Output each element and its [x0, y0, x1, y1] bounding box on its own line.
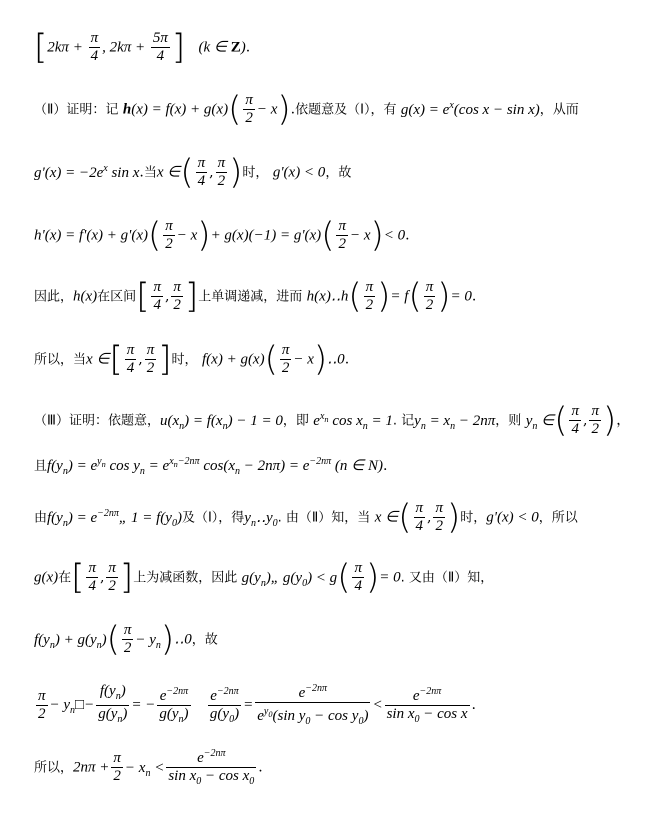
- line-part3-intro: （Ⅲ）证明：依题意，$u(x_n) = f(x_n) - 1 = 0$，即 $e^{x_n}$ $\cos x_n = 1$. 记$y_n = x_n - 2n\pi$，则 $y_n$ ∈( $\frac{\pi}{4}$ , $\frac{\pi}{2}$ )，: [34, 400, 631, 441]
- line-part2-intro: （Ⅱ）证明：记 h(x) = f(x) + g(x)( $\frac{\pi}{2}$ − x).依题意及（Ⅰ），有 $g(x) = e^x(\cos$ x − sin x)，从而: [34, 89, 579, 130]
- line-g-decreasing: g(x)在[ $\frac{\pi}{4}$ , $\frac{\pi}{2}$ ]上为减函数，因此 $g(y_n)„$ $g(y_0) < g$( $\frac{\pi}{4}$ )= 0. 又由（Ⅱ）知，: [34, 557, 494, 598]
- line-conclusion2: 所以，当x ∈[ $\frac{\pi}{4}$ , $\frac{\pi}{2}$ ]时， f(x) + g(x)( $\frac{\pi}{2}$ − x)‥0.: [34, 339, 350, 380]
- line-inequality-chain: $\frac{\pi}{2}$ − $y_n□-$ $\frac{f(y_n)}{g(y_n)}$ = − $\frac{e^{-2n\pi}}{g(y_n)}$ $\frac{e^{-2n\pi}}{g(y_0)}$ = $\frac{e^{-2n\pi}}{e^{y_0}(\sin y_0 - \cos y_0)}$ < $\frac{e^{-2n\pi}}{\sin x_0 - \cos x}$ .: [34, 680, 630, 730]
- line-yn-compare: 由$f(y_n)$ = $e^{-2n\pi}„$ $1 = f(y_0)$及（Ⅰ），得$y_n‥y_0$. 由（Ⅱ）知，当 x ∈( $\frac{\pi}{4}$ , $\frac{\pi}{2}$ )时，g'(x) < 0，所以: [34, 497, 578, 538]
- line-fgy: $f(y_n) + g(y_n)$( $\frac{\pi}{2}$ − $y_n)‥0$，故: [34, 619, 218, 660]
- line-gprime: $g'(x) = -2e^x$ sin x.当x ∈( $\frac{\pi}{4}$ , $\frac{\pi}{2}$ )时， g'(x) < 0，故: [34, 152, 352, 193]
- line-interval: [2kπ + $\frac{\pi}{4}$ , 2kπ + $\frac{5\pi}{4}$ ] (k ∈ Z).: [34, 27, 251, 68]
- line-hprime: h'(x) = f'(x) + g'(x)( $\frac{\pi}{2}$ − x)+ g(x)(−1) = g'(x)( $\frac{\pi}{2}$ − x)< 0.: [34, 215, 410, 256]
- line-fyn: 且$f(y_n) = e^{y_n}$ $\cos y_n = e^{x_n-2n\pi}$ $\cos(x_n - 2n\pi) = e^{-2n\pi}$ (n ∈ N).: [34, 456, 388, 477]
- line-monotone: 因此，h(x)在区间[ $\frac{\pi}{4}$ , $\frac{\pi}{2}$ ]上单调递减，进而 h(x)‥h( $\frac{\pi}{2}$ )= f( $\frac{\pi}{2}$ )= 0.: [34, 276, 477, 317]
- line-final: 所以，2nπ + $\frac{\pi}{2}$ − $x_n$ < $\frac{e^{-2n\pi}}{\sin x_0 - \cos x_0}$ .: [34, 745, 630, 790]
